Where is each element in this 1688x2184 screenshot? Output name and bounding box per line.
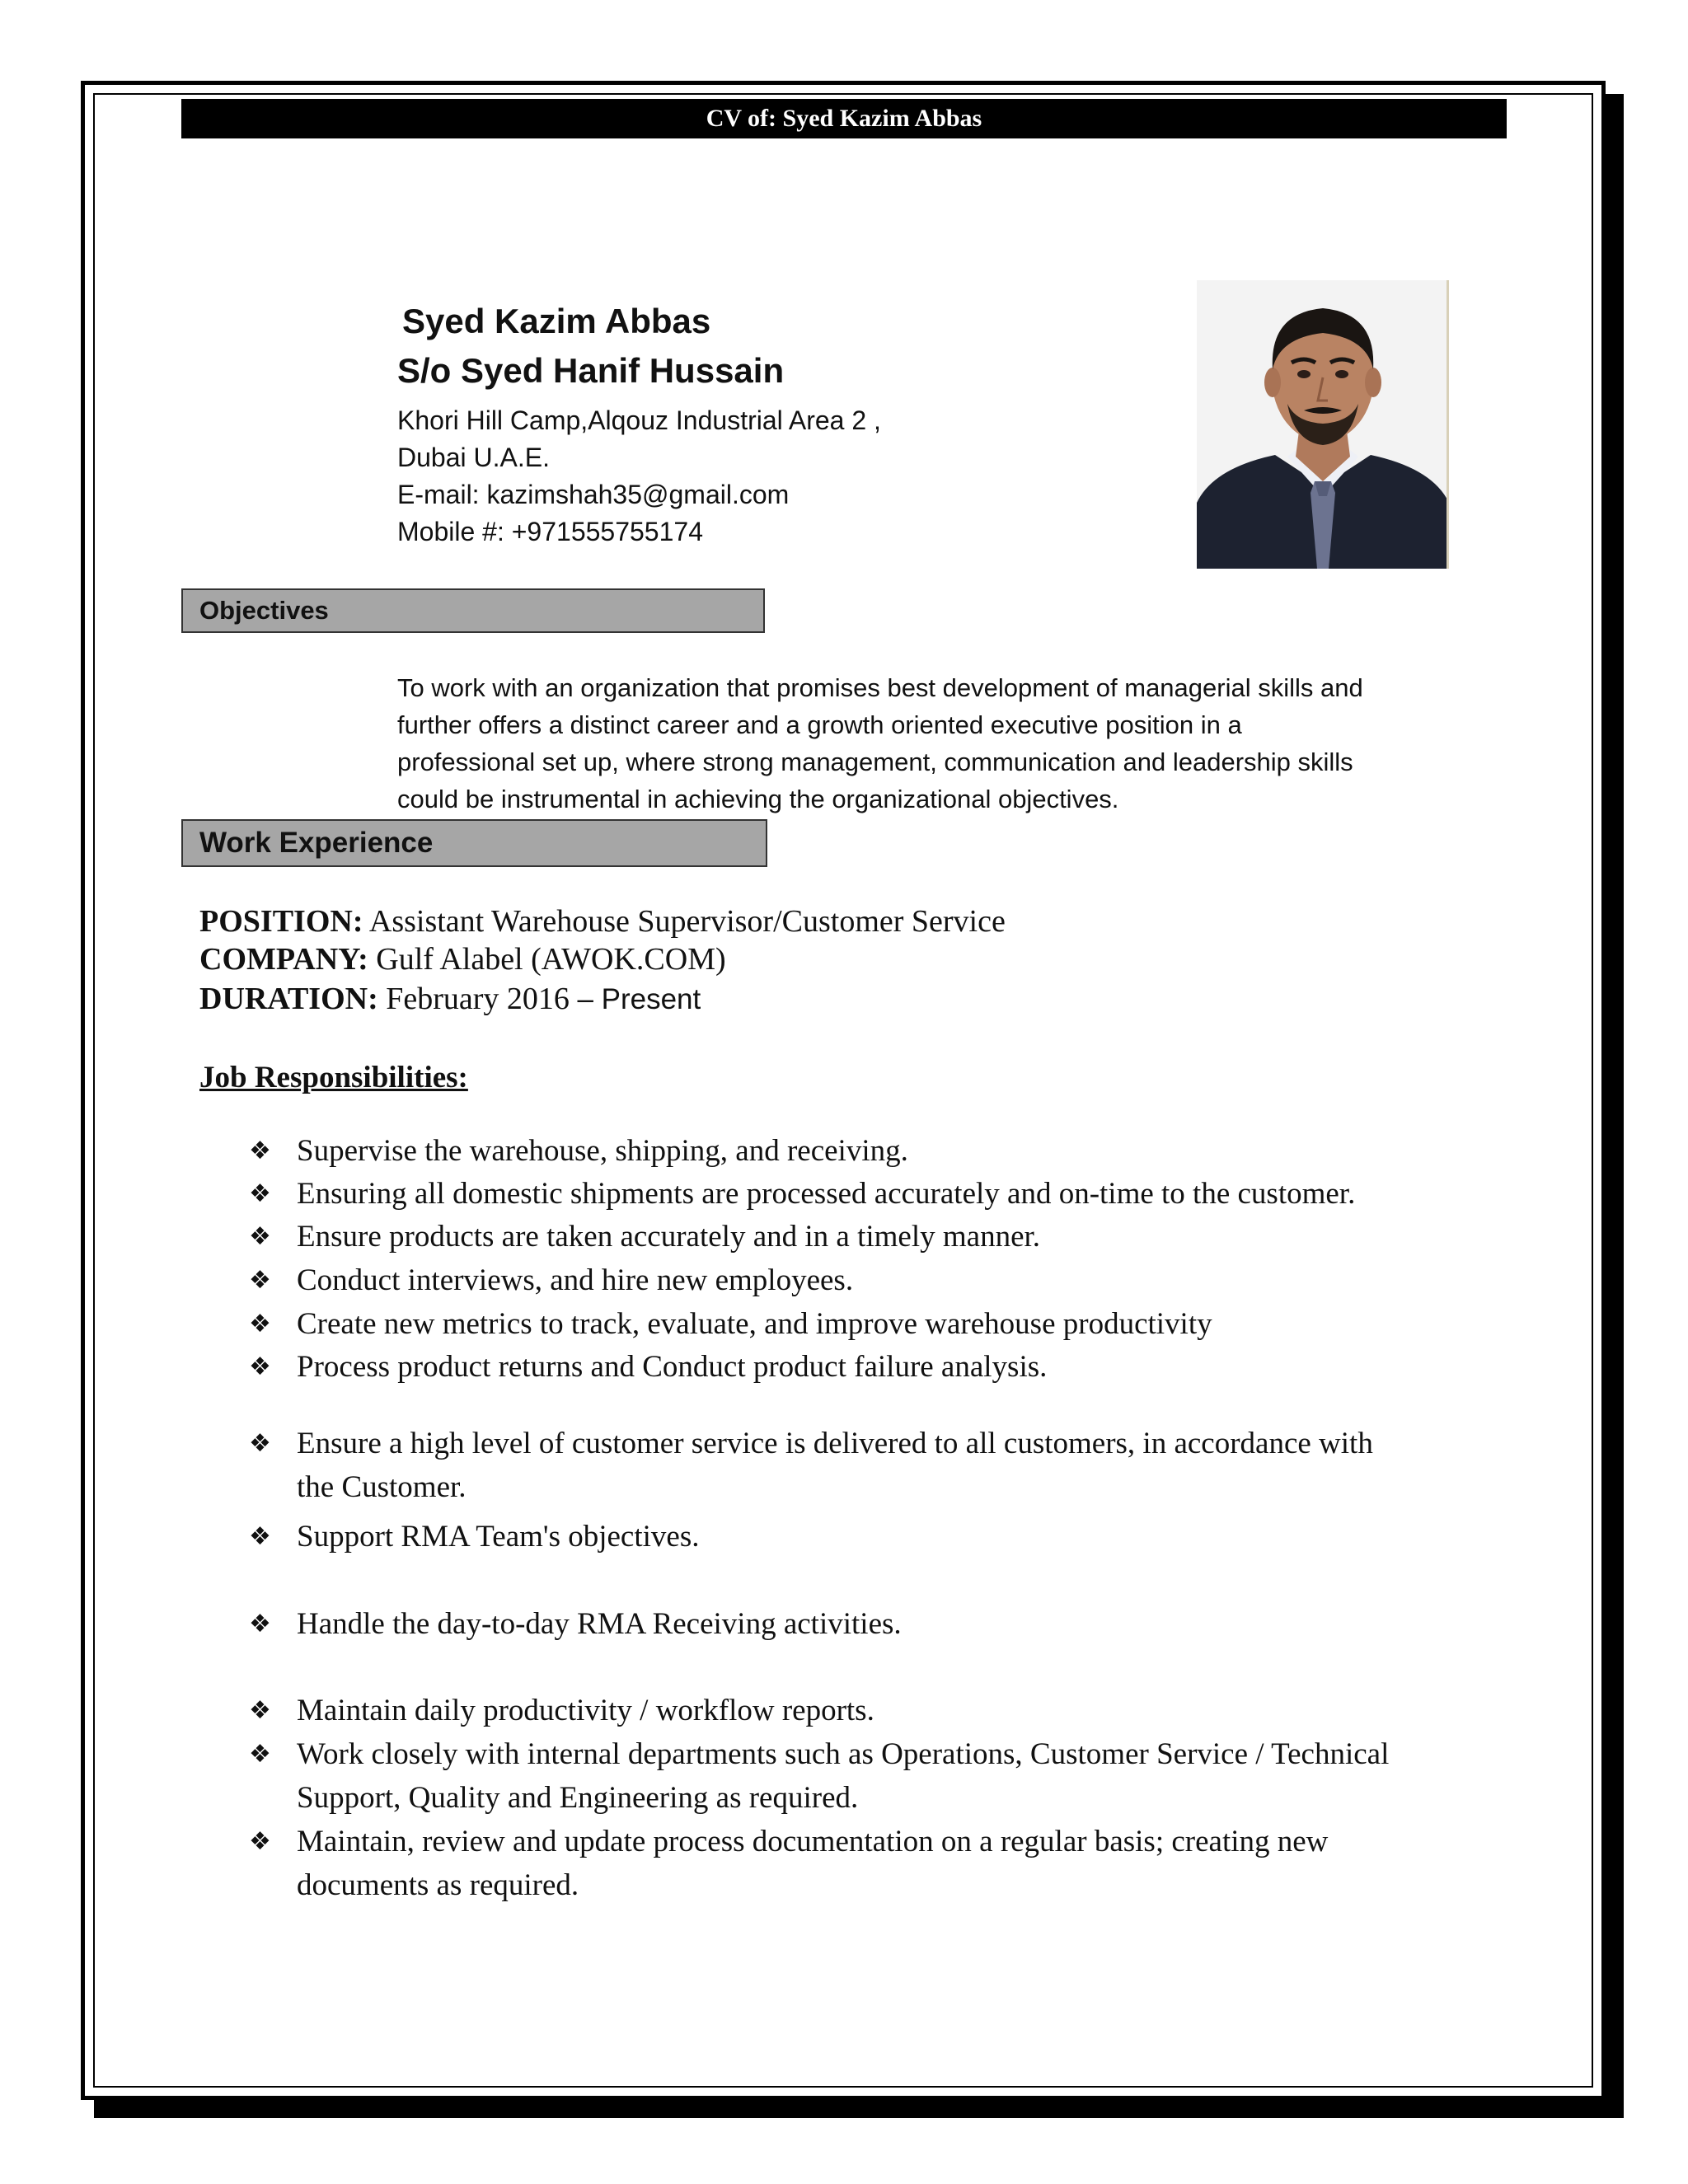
list-item-text: Maintain, review and update process documentation on a regular basis; creating new [297,1825,1329,1858]
company-value: Gulf Alabel (AWOK.COM) [368,942,726,977]
list-item-text: Ensure products are taken accurately and in a timely manner. [297,1220,1041,1254]
cv-title-bar [181,99,1507,138]
objective-line: further offers a distinct career and a growth oriented executive position in a [397,710,1242,739]
bullet-icon: ❖ [249,1352,271,1381]
mobile-number: Mobile #: +971555755174 [397,517,703,546]
cv-title: CV of: Syed Kazim Abbas [706,105,982,132]
position-value: Assistant Warehouse Supervisor/Customer Service [363,904,1006,939]
bullet-icon: ❖ [249,1827,271,1856]
objective-line: To work with an organization that promises best development of managerial skills and [397,673,1363,702]
objective-line: professional set up, where strong management, communication and leadership skills [397,748,1353,776]
company-label: COMPANY: [199,942,368,977]
objective-line: could be instrumental in achieving the organizational objectives. [397,785,1119,813]
bullet-icon: ❖ [249,1740,271,1769]
bullet-icon: ❖ [249,1429,271,1458]
list-item-text: Create new metrics to track, evaluate, and improve warehouse productivity [297,1307,1212,1341]
bullet-icon: ❖ [249,1310,271,1338]
work-experience-heading: Work Experience [181,819,767,867]
bullet-icon: ❖ [249,1610,271,1638]
objectives-heading: Objectives [181,588,765,633]
list-item-text: Process product returns and Conduct product failure analysis. [297,1350,1048,1384]
bullet-icon: ❖ [249,1266,271,1295]
duration-value: February 2016 [377,982,578,1016]
bullet-icon: ❖ [249,1696,271,1725]
address-line-1: Khori Hill Camp,Alqouz Industrial Area 2 , [397,405,881,435]
list-item-text: Maintain daily productivity / workflow reports. [297,1694,874,1727]
email: E-mail: kazimshah35@gmail.com [397,480,790,509]
duration-field [199,981,701,1017]
list-item-text: documents as required. [297,1868,579,1902]
list-item-text: Handle the day-to-day RMA Receiving activities. [297,1607,902,1641]
bullet-icon: ❖ [249,1137,271,1165]
job-responsibilities-title: Job Responsibilities: [199,1061,468,1094]
duration-label: DURATION: [199,982,378,1016]
duration-value-end: – Present [577,983,701,1015]
bullet-icon: ❖ [249,1179,271,1208]
list-item-text: Support RMA Team's objectives. [297,1520,700,1554]
position-label: POSITION: [199,904,363,939]
company-field [199,941,726,977]
profile-photo [1197,280,1449,569]
bullet-icon: ❖ [249,1222,271,1251]
list-item-text: Ensuring all domestic shipments are processed accurately and on-time to the customer. [297,1177,1356,1211]
list-item-text: Work closely with internal departments such as Operations, Customer Service / Technical [297,1737,1390,1771]
bullet-icon: ❖ [249,1522,271,1551]
list-item-text: Support, Quality and Engineering as required. [297,1781,859,1815]
list-item-text: Conduct interviews, and hire new employees. [297,1263,854,1297]
position-field [199,903,1006,940]
contact-block [397,402,881,551]
objective-text [397,669,1469,818]
candidate-father-name: S/o Syed Hanif Hussain [397,351,785,390]
list-item-text: the Customer. [297,1470,467,1504]
address-line-2: Dubai U.A.E. [397,443,550,472]
candidate-name: Syed Kazim Abbas [402,302,711,340]
list-item-text: Supervise the warehouse, shipping, and receiving. [297,1134,908,1168]
list-item-text: Ensure a high level of customer service is delivered to all customers, in accordance with [297,1427,1373,1460]
